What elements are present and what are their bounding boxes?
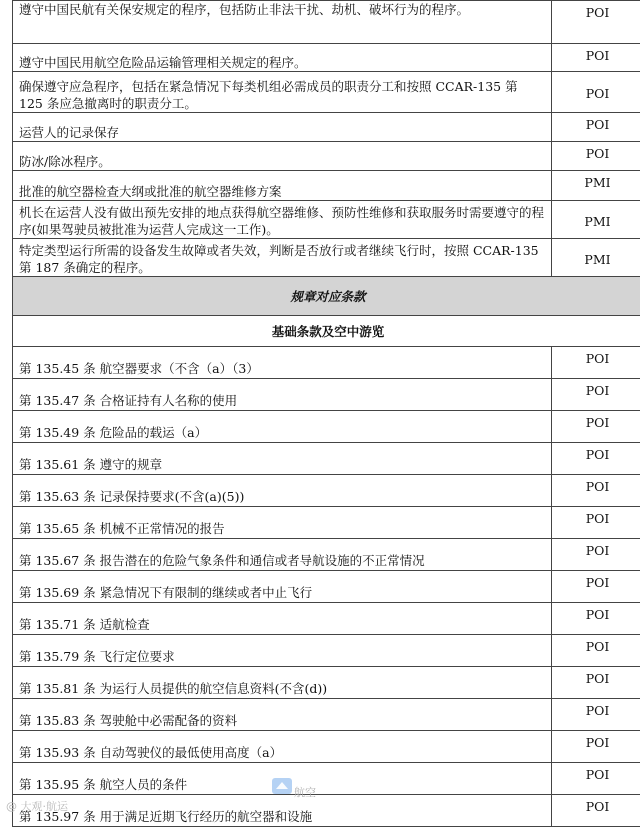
rule-inspector-code: POI [552, 603, 640, 635]
table-row [13, 635, 640, 667]
row-description: 防冰/除冰程序。 [13, 142, 552, 171]
table-row [13, 667, 640, 699]
rule-description: 第 135.67 条 报告潜在的危险气象条件和通信或者导航设施的不正常情况 [13, 539, 552, 571]
rule-inspector-code: POI [552, 795, 640, 827]
section-title: 规章对应条款 [13, 277, 640, 316]
row-description: 遵守中国民航有关保安规定的程序，包括防止非法干扰、劫机、破坏行为的程序。 [13, 1, 552, 44]
rule-inspector-code: POI [552, 475, 640, 507]
rule-inspector-code: POI [552, 379, 640, 411]
table-row [13, 239, 640, 277]
rule-description: 第 135.79 条 飞行定位要求 [13, 635, 552, 667]
row-description: 特定类型运行所需的设备发生故障或者失效，判断是否放行或者继续飞行时，按照 CCAR-135 第 187 条确定的程序。 [13, 239, 552, 277]
row-inspector-code: PMI [552, 171, 640, 201]
requirements-table [12, 0, 640, 827]
row-inspector-code: POI [552, 1, 640, 44]
table-row [13, 171, 640, 201]
rule-inspector-code: POI [552, 347, 640, 379]
rule-inspector-code: POI [552, 443, 640, 475]
rule-description: 第 135.93 条 自动驾驶仪的最低使用高度（a） [13, 731, 552, 763]
row-inspector-code: POI [552, 72, 640, 113]
table-row [13, 731, 640, 763]
table-row [13, 539, 640, 571]
table-row [13, 347, 640, 379]
rule-description: 第 135.71 条 适航检查 [13, 603, 552, 635]
rule-inspector-code: POI [552, 635, 640, 667]
row-description: 机长在运营人没有做出预先安排的地点获得航空器维修、预防性维修和获取服务时需要遵守的程序(如果驾驶员被批准为运营人完成这一工作)。 [13, 201, 552, 239]
rule-description: 第 135.49 条 危险品的载运（a） [13, 411, 552, 443]
rule-description: 第 135.47 条 合格证持有人名称的使用 [13, 379, 552, 411]
table-row [13, 763, 640, 795]
row-inspector-code: PMI [552, 239, 640, 277]
watermark-logo-icon [272, 778, 292, 794]
rule-description: 第 135.69 条 紧急情况下有限制的继续或者中止飞行 [13, 571, 552, 603]
rule-description: 第 135.97 条 用于满足近期飞行经历的航空器和设施 [13, 795, 552, 827]
table-row [13, 379, 640, 411]
rule-inspector-code: POI [552, 763, 640, 795]
rule-description: 第 135.63 条 记录保持要求(不含(a)(5)) [13, 475, 552, 507]
watermark-left-text: @ 大观·航运 [6, 798, 68, 814]
subsection-header-row [13, 316, 640, 347]
table-row [13, 72, 640, 113]
table-row [13, 603, 640, 635]
rule-description: 第 135.83 条 驾驶舱中必需配备的资料 [13, 699, 552, 731]
rule-inspector-code: POI [552, 411, 640, 443]
table-row [13, 699, 640, 731]
table-row [13, 44, 640, 72]
row-inspector-code: POI [552, 44, 640, 72]
row-description: 批准的航空器检查大纲或批准的航空器维修方案 [13, 171, 552, 201]
table-row [13, 201, 640, 239]
table-row [13, 571, 640, 603]
table-row [13, 507, 640, 539]
table-row [13, 475, 640, 507]
table-row [13, 411, 640, 443]
subsection-title: 基础条款及空中游览 [13, 316, 640, 347]
rule-inspector-code: POI [552, 667, 640, 699]
table-row [13, 113, 640, 142]
rule-inspector-code: POI [552, 507, 640, 539]
rule-description: 第 135.61 条 遵守的规章 [13, 443, 552, 475]
row-description: 确保遵守应急程序，包括在紧急情况下每类机组必需成员的职责分工和按照 CCAR-135 第 125 条应急撤离时的职责分工。 [13, 72, 552, 113]
rule-inspector-code: POI [552, 539, 640, 571]
row-inspector-code: PMI [552, 201, 640, 239]
row-description: 遵守中国民用航空危险品运输管理相关规定的程序。 [13, 44, 552, 72]
rule-description: 第 135.65 条 机械不正常情况的报告 [13, 507, 552, 539]
section-header-row [13, 277, 640, 316]
rule-inspector-code: POI [552, 699, 640, 731]
row-inspector-code: POI [552, 113, 640, 142]
table-row [13, 142, 640, 171]
rule-description: 第 135.95 条 航空人员的条件 [13, 763, 552, 795]
rule-inspector-code: POI [552, 571, 640, 603]
rule-description: 第 135.45 条 航空器要求（不含（a）（3） [13, 347, 552, 379]
rule-inspector-code: POI [552, 731, 640, 763]
rule-description: 第 135.81 条 为运行人员提供的航空信息资料(不含(d)) [13, 667, 552, 699]
watermark-right-text: 航空 [294, 784, 316, 800]
row-description: 运营人的记录保存 [13, 113, 552, 142]
table-row [13, 443, 640, 475]
table-row [13, 1, 640, 44]
row-inspector-code: POI [552, 142, 640, 171]
watermark [0, 796, 640, 818]
